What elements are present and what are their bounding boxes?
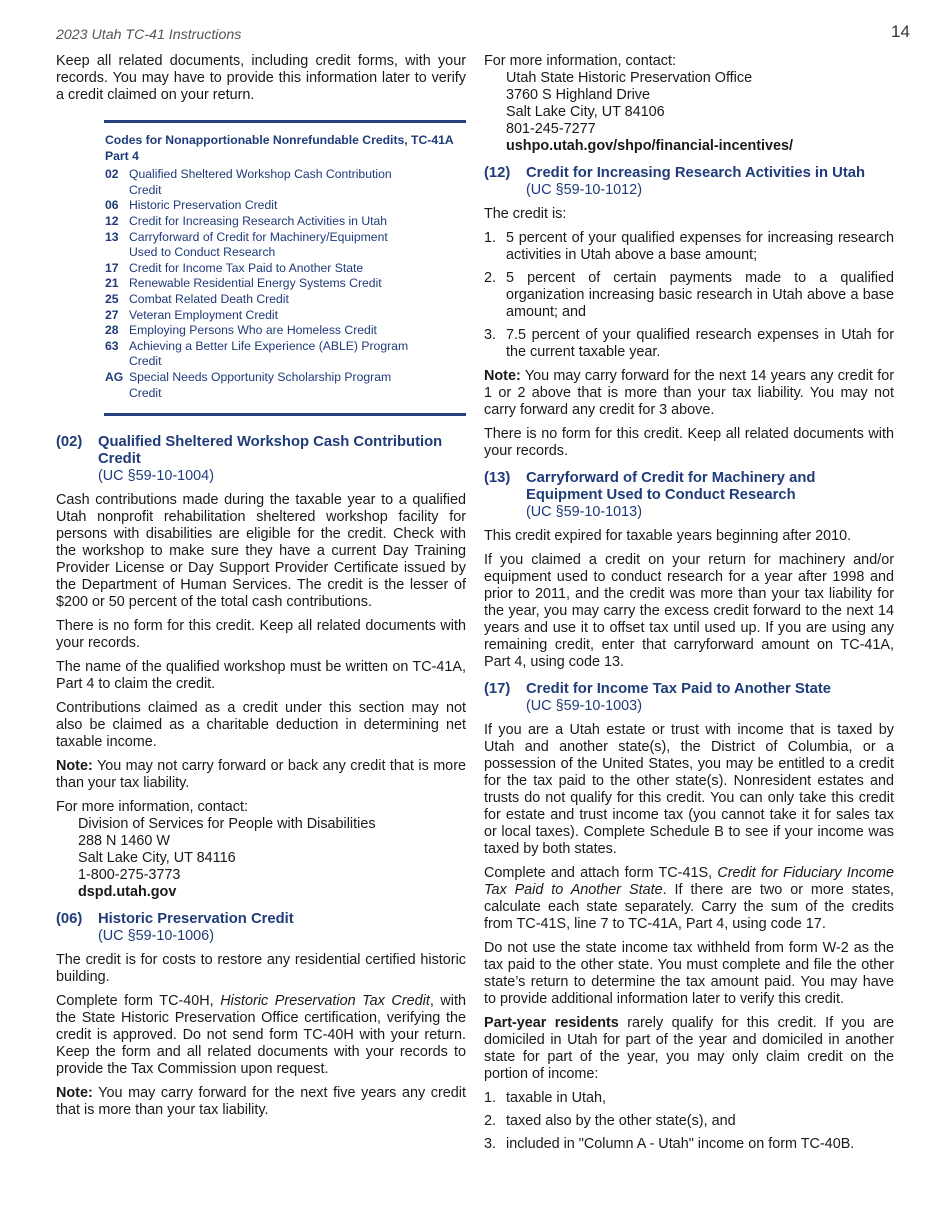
paragraph: If you are a Utah estate or trust with income that is taxed by Utah and another state(s), the District of Columbia, or a possession of the United States, you may be entitled to a credit for the tax paid to the other state(s). Nonresident estates and trusts do not qualify for this credit. You can only take this credit for estate and trust income tax (you cannot take it for sales tax or local taxes). Complete Schedule B to see if your income was taxed by both states.	[484, 722, 894, 857]
note-text: You may not carry forward or back any credit that is more than your tax liability.	[56, 758, 466, 792]
note-label: Note:	[484, 368, 521, 384]
credit-description: Qualified Sheltered Workshop Cash Contribution Credit	[129, 167, 392, 197]
credit-code: 02	[105, 167, 119, 182]
list-text: 7.5 percent of your qualified research expenses in Utah for the current taxable year.	[506, 327, 894, 360]
code-row	[104, 339, 466, 370]
list-item	[484, 230, 894, 264]
credit-description: Carryforward of Credit for Machinery/Equipment Used to Conduct Research	[129, 229, 388, 260]
section-title: Qualified Sheltered Workshop Cash Contribution Credit	[98, 434, 443, 468]
credit-code: 28	[105, 323, 119, 338]
section-13-heading	[484, 470, 894, 521]
paragraph: The credit is:	[484, 206, 567, 222]
contact-line: 1-800-275-3773	[78, 867, 181, 884]
credit-code: 25	[105, 291, 119, 306]
code-row	[104, 167, 466, 198]
paragraph: Contributions claimed as a credit under this section may not also be claimed as a charitable deduction in determining net taxable income.	[56, 700, 466, 751]
text-run: , with the State Historic Preservation Office certification, verifying the credit is approved. Do not send form TC-40H with your return. Keep the form and all related documents with your records to provide the Tax Commission upon request.	[56, 993, 467, 1078]
code-row	[104, 261, 466, 277]
contact-intro: For more information, contact:	[484, 53, 676, 69]
contact-line: 288 N 1460 W	[78, 833, 170, 850]
list-number: 3.	[484, 1136, 497, 1152]
section-citation: (UC §59-10-1012)	[526, 182, 642, 198]
list-text: included in "Column A - Utah" income on form TC-40B.	[506, 1136, 855, 1152]
contact-line: Salt Lake City, UT 84106	[506, 104, 665, 120]
list-item	[484, 1136, 894, 1153]
paragraph	[484, 865, 894, 933]
credit-code: 27	[105, 307, 119, 322]
section-citation: (UC §59-10-1013)	[526, 504, 642, 520]
section-title: Credit for Income Tax Paid to Another State	[526, 681, 832, 697]
note-paragraph	[56, 758, 466, 792]
section-citation: (UC §59-10-1004)	[98, 468, 214, 485]
note-paragraph	[484, 368, 894, 419]
text-run: . If there are two or more states, calculate each state separately. Carry the sum of the credits from TC-41S, line 7 to TC-41A, Part 4, using code 17.	[484, 882, 895, 932]
credit-code: 12	[105, 213, 119, 228]
paragraph	[484, 1015, 894, 1083]
note-label: Note:	[56, 1085, 93, 1102]
paragraph	[56, 993, 466, 1078]
list-number: 1.	[484, 1090, 497, 1106]
section-number: (17)	[484, 681, 511, 697]
paragraph: This credit expired for taxable years beginning after 2010.	[484, 528, 852, 544]
list-item	[484, 1113, 894, 1130]
code-row	[104, 323, 466, 339]
code-row	[104, 292, 466, 308]
note-text: You may carry forward for the next five years any credit that is more than your tax liability.	[56, 1085, 466, 1119]
credit-description: Employing Persons Who are Homeless Credit	[129, 323, 377, 338]
list-number: 2.	[484, 1113, 497, 1129]
code-row	[104, 230, 466, 261]
list-item	[484, 270, 894, 321]
form-title-italic: Historic Preservation Tax Credit	[220, 993, 430, 1010]
credit-code: 21	[105, 276, 119, 291]
credit-code: 17	[105, 260, 119, 275]
codes-box	[104, 120, 466, 416]
credit-description: Credit for Increasing Research Activities in Utah	[129, 213, 388, 228]
section-06-heading	[56, 911, 466, 945]
credit-description: Achieving a Better Life Experience (ABLE) Program Credit	[129, 338, 409, 369]
contact-intro: For more information, contact:	[56, 799, 248, 816]
credit-code: 06	[105, 198, 119, 213]
contact-block	[56, 799, 466, 901]
list-item	[484, 327, 894, 361]
paragraph: If you claimed a credit on your return for machinery and/or equipment used to conduct research for a year after 1998 and prior to 2011, and the credit was more than your tax liability for the year, you may carry the excess credit forward to the next 14 years and use it to offset tax until used up. If you are using any remaining credit, enter that carryforward amount on TC-41A, Part 4, using code 13.	[484, 552, 894, 670]
code-row	[104, 370, 466, 401]
text-run: rarely qualify for this credit. If you are domiciled in Utah for part of the year and domiciled in another state for part of the year, you may only claim credit on the portion of income:	[484, 1015, 894, 1082]
code-row	[104, 214, 466, 230]
code-row	[104, 308, 466, 324]
contact-line: 3760 S Highland Drive	[506, 87, 650, 103]
codes-list	[104, 167, 466, 401]
codes-box-title: Codes for Nonapportionable Nonrefundable Credits, TC-41A Part 4	[105, 133, 454, 163]
numbered-list	[484, 230, 894, 361]
numbered-list	[484, 1090, 894, 1153]
section-number: (12)	[484, 165, 511, 181]
left-column	[56, 53, 466, 1126]
text-run: Complete and attach form TC-41S,	[484, 865, 718, 881]
paragraph: The credit is for costs to restore any residential certified historic building.	[56, 952, 466, 986]
section-title: Carryforward of Credit for Machinery and Equipment Used to Conduct Research	[526, 470, 816, 503]
document-header-title: 2023 Utah TC-41 Instructions	[56, 27, 242, 43]
contact-line: Salt Lake City, UT 84116	[78, 850, 236, 867]
credit-description: Combat Related Death Credit	[129, 291, 289, 306]
emphasis-label: Part-year residents	[484, 1015, 619, 1031]
paragraph: There is no form for this credit. Keep all related documents with your records.	[484, 426, 894, 459]
section-02-heading	[56, 434, 466, 485]
list-text: taxable in Utah,	[506, 1090, 606, 1106]
section-title: Credit for Increasing Research Activities in Utah	[526, 165, 866, 181]
contact-line: 801-245-7277	[506, 121, 596, 137]
section-12-heading	[484, 165, 894, 199]
credit-description: Renewable Residential Energy Systems Credit	[129, 276, 382, 291]
list-number: 1.	[484, 230, 497, 246]
list-text: taxed also by the other state(s), and	[506, 1113, 736, 1129]
section-citation: (UC §59-10-1006)	[98, 928, 214, 945]
code-row	[104, 198, 466, 214]
note-paragraph	[56, 1085, 466, 1119]
page-number: 14	[891, 22, 910, 41]
list-number: 2.	[484, 270, 497, 286]
right-column	[484, 53, 894, 1160]
credit-code: 13	[105, 229, 119, 244]
list-text: 5 percent of your qualified expenses for increasing research activities in Utah above a base amount;	[506, 230, 894, 263]
section-number: (06)	[56, 911, 83, 928]
paragraph: Cash contributions made during the taxable year to a qualified Utah nonprofit rehabilitation sheltered workshop facility for persons with disabilities are eligible for the credit. Check with the workshop to make sure they have a current Day Training Provider License or Day Support Provider Certificate issued by the Department of Human Services. The credit is the lesser of $200 or 50 percent of the total cash contributions.	[56, 492, 466, 611]
list-number: 3.	[484, 327, 497, 343]
form-title-italic: Credit for Fiduciary Income Tax Paid to Another State	[484, 865, 894, 898]
section-title: Historic Preservation Credit	[98, 911, 294, 928]
credit-description: Veteran Employment Credit	[129, 307, 279, 322]
contact-line: Utah State Historic Preservation Office	[506, 70, 753, 86]
note-label: Note:	[56, 758, 93, 775]
credit-code: AG	[105, 369, 124, 384]
credit-description: Special Needs Opportunity Scholarship Program Credit	[129, 369, 392, 400]
list-text: 5 percent of certain payments made to a qualified organization increasing basic research in Utah above a base amount; and	[506, 270, 894, 320]
credit-code: 63	[105, 338, 119, 353]
credit-description: Historic Preservation Credit	[129, 198, 278, 213]
contact-website-link[interactable]: ushpo.utah.gov/shpo/financial-incentives/	[506, 138, 794, 154]
note-text: You may carry forward for the next 14 years any credit for 1 or 2 above that is more than your tax liability. You may not carry forward any credit for 3 above.	[484, 368, 894, 418]
paragraph: Do not use the state income tax withheld from form W-2 as the tax paid to the other state. You must complete and file the other state’s return to determine the tax amount paid. You may have to provide additional information later to verify this credit.	[484, 940, 894, 1007]
credit-description: Credit for Income Tax Paid to Another State	[129, 260, 364, 275]
list-item	[484, 1090, 894, 1107]
contact-website-link[interactable]: dspd.utah.gov	[78, 884, 177, 901]
section-number: (13)	[484, 470, 511, 486]
section-17-heading	[484, 681, 894, 715]
paragraph: The name of the qualified workshop must be written on TC-41A, Part 4 to claim the credit.	[56, 659, 466, 693]
section-number: (02)	[56, 434, 83, 451]
text-run: Complete form TC-40H,	[56, 993, 221, 1010]
intro-paragraph: Keep all related documents, including credit forms, with your records. You may have to provide this information later to verify a credit claimed on your return.	[56, 53, 466, 103]
contact-line: Division of Services for People with Disabilities	[78, 816, 376, 833]
code-row	[104, 276, 466, 292]
section-citation: (UC §59-10-1003)	[526, 698, 642, 714]
contact-block	[484, 53, 894, 155]
paragraph: There is no form for this credit. Keep all related documents with your records.	[56, 618, 466, 652]
